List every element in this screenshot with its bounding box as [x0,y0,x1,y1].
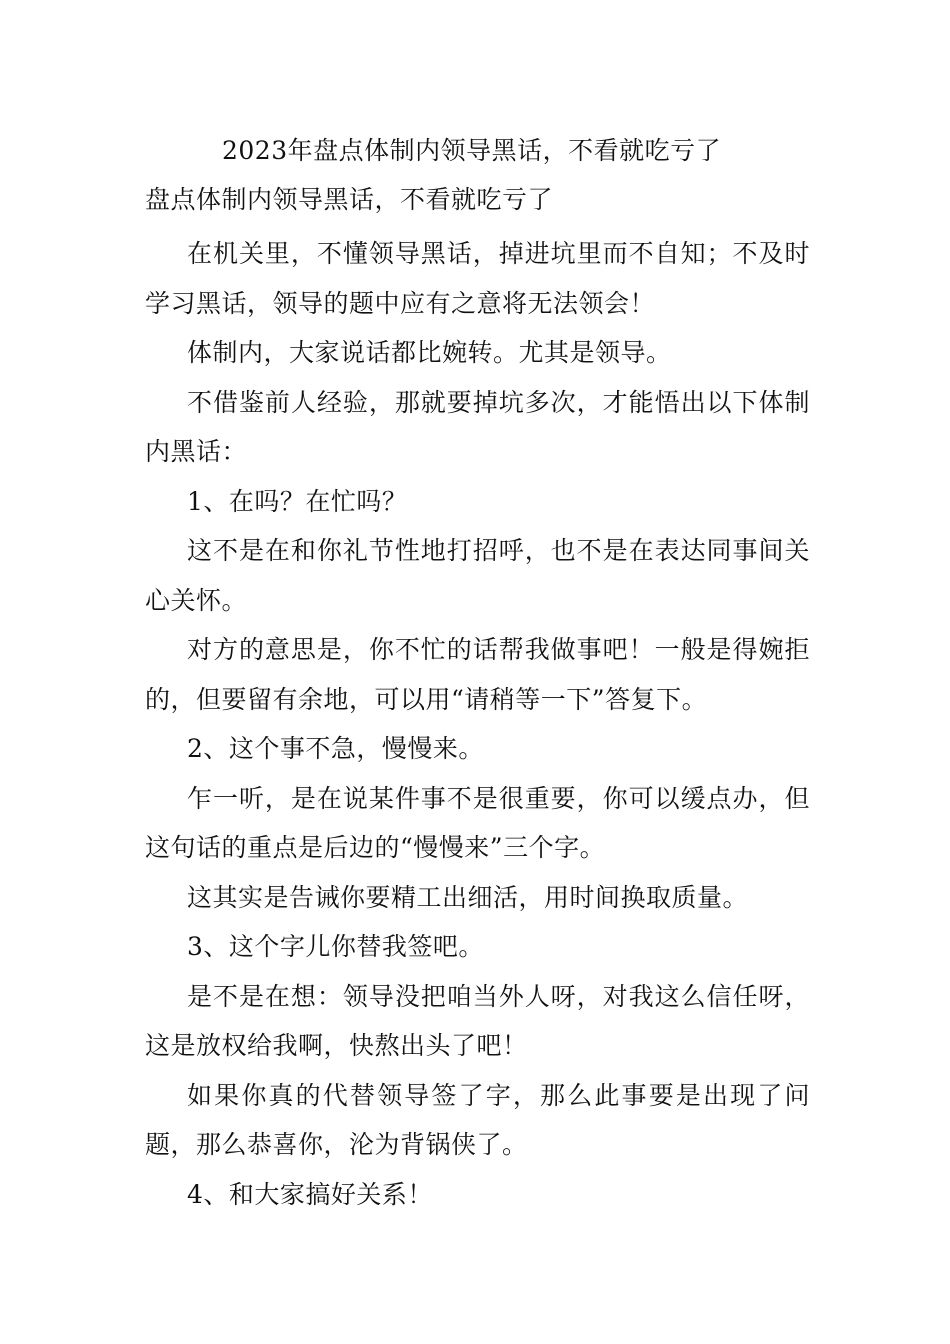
paragraph: 这其实是告诫你要精工出细活，用时间换取质量。 [187,882,749,912]
paragraph: 乍一听，是在说某件事不是很重要，你可以缓点办，但这句话的重点是后边的“慢慢来”三个字。 [145,783,810,862]
section-heading: 1、在吗？在忙吗？ [187,486,408,516]
paragraph: 体制内，大家说话都比婉转。尤其是领导。 [187,338,672,367]
document-subtitle: 盘点体制内领导黑话，不看就吃亏了 [145,185,554,214]
paragraph: 这不是在和你礼节性地打招呼，也不是在表达同事间关心关怀。 [145,536,810,615]
paragraph: 不借鉴前人经验，那就要掉坑多次，才能悟出以下体制内黑话： [145,387,810,466]
section-heading: 4、和大家搞好关系！ [187,1179,433,1209]
paragraph: 对方的意思是，你不忙的话帮我做事吧！一般是得婉拒的，但要留有余地，可以用“请稍等一下”答复下。 [145,635,810,714]
paragraph: 在机关里，不懂领导黑话，掉进坑里而不自知；不及时学习黑话，领导的题中应有之意将无法领会！ [145,239,810,318]
paragraph: 是不是在想：领导没把咱当外人呀，对我这么信任呀，这是放权给我啊，快熬出头了吧！ [145,981,810,1060]
document-body [145,229,810,1219]
section-heading: 2、这个事不急，慢慢来。 [187,734,484,763]
section-heading: 3、这个字儿你替我签吧。 [187,932,484,961]
paragraph: 如果你真的代替领导签了字，那么此事要是出现了问题，那么恭喜你，沦为背锅侠了。 [145,1080,810,1159]
document-title: 2023年盘点体制内领导黑话，不看就吃亏了 [222,136,722,165]
